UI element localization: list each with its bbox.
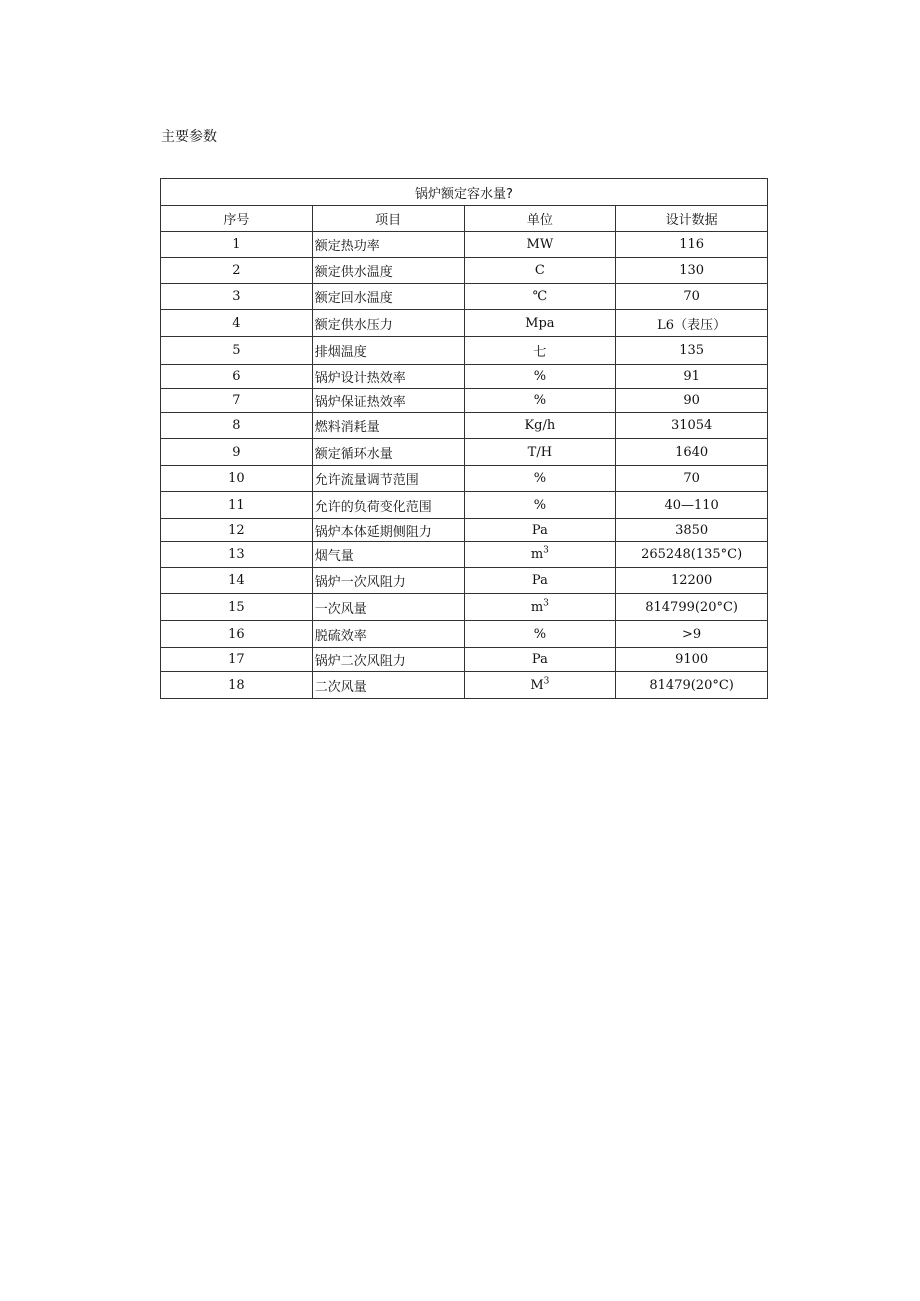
header-value: 设计数据 <box>616 206 768 232</box>
row-unit-text: m <box>530 599 544 615</box>
table-row <box>161 439 768 466</box>
row-value <box>616 413 768 439</box>
row-unit <box>464 519 616 542</box>
row-item-text: 额定回水温度 <box>314 291 393 306</box>
row-item <box>312 310 464 337</box>
row-item <box>312 672 464 699</box>
table-row <box>161 519 768 542</box>
row-number <box>161 232 313 258</box>
row-unit <box>464 258 616 284</box>
row-unit-text: Kg/h <box>524 418 556 433</box>
table-row <box>161 413 768 439</box>
header-no: 序号 <box>161 206 313 232</box>
row-value-text: 31054 <box>670 418 713 433</box>
row-unit <box>464 672 616 699</box>
row-number <box>161 284 313 310</box>
row-value-text: 12200 <box>670 573 713 588</box>
table-row <box>161 232 768 258</box>
table-row <box>161 648 768 672</box>
row-number <box>161 568 313 594</box>
row-value <box>616 648 768 672</box>
row-value <box>616 542 768 568</box>
row-item-text: 锅炉一次风阻力 <box>314 575 406 590</box>
row-value-text: L6（表压） <box>657 317 727 333</box>
row-item <box>312 621 464 648</box>
unit-superscript: 3 <box>543 545 549 556</box>
row-unit <box>464 542 616 568</box>
row-value <box>616 568 768 594</box>
row-unit-text: Pa <box>531 652 548 667</box>
row-unit-text: m <box>530 547 544 562</box>
row-value-text: >9 <box>682 626 702 642</box>
row-number <box>161 337 313 365</box>
row-value-text: 265248(135°C) <box>641 547 743 562</box>
row-item-text: 额定供水压力 <box>314 317 393 333</box>
row-unit-text: C <box>534 263 545 278</box>
row-item <box>312 466 464 492</box>
row-unit <box>464 492 616 519</box>
row-number-text: 4 <box>232 315 241 331</box>
row-value <box>616 594 768 621</box>
table-row <box>161 365 768 389</box>
row-unit-text: Mpa <box>525 315 555 331</box>
row-item-text: 额定热功率 <box>314 239 380 254</box>
row-number <box>161 413 313 439</box>
row-value-text: 135 <box>679 343 705 358</box>
row-value-text: 116 <box>679 237 705 252</box>
row-item <box>312 413 464 439</box>
row-number-text: 10 <box>228 471 245 486</box>
row-unit-text: 七 <box>533 345 547 360</box>
page-heading: 主要参数 <box>161 129 217 145</box>
row-unit <box>464 594 616 621</box>
header-unit: 单位 <box>464 206 616 232</box>
row-value-text: 814799(20°C) <box>645 599 738 615</box>
row-item-text: 烟气量 <box>314 549 354 564</box>
row-item-text: 额定循环水量 <box>314 446 393 462</box>
row-number-text: 9 <box>232 444 241 460</box>
row-unit-text: M <box>530 677 544 693</box>
row-value <box>616 258 768 284</box>
row-item <box>312 258 464 284</box>
row-unit <box>464 648 616 672</box>
table-caption-row <box>161 179 768 206</box>
row-unit-text: MW <box>526 237 554 252</box>
table-header-row <box>161 206 768 232</box>
row-number <box>161 439 313 466</box>
row-item <box>312 519 464 542</box>
row-value-text: 9100 <box>675 652 709 667</box>
row-item <box>312 365 464 389</box>
row-number-text: 6 <box>232 369 241 384</box>
table-row <box>161 672 768 699</box>
row-value-text: 130 <box>679 263 705 278</box>
row-value <box>616 337 768 365</box>
row-number-text: 3 <box>232 289 241 304</box>
table-row <box>161 258 768 284</box>
row-unit-text: Pa <box>531 522 548 538</box>
table-row <box>161 337 768 365</box>
row-value-text: 1640 <box>675 444 709 460</box>
row-item <box>312 568 464 594</box>
row-item-text: 排烟温度 <box>314 345 367 360</box>
row-number-text: 18 <box>228 677 245 693</box>
table-row <box>161 621 768 648</box>
row-unit-text: T/H <box>527 444 553 460</box>
row-number <box>161 466 313 492</box>
row-number-text: 2 <box>232 263 241 278</box>
row-unit-text: % <box>533 471 547 486</box>
row-unit <box>464 365 616 389</box>
row-number-text: 17 <box>228 652 245 667</box>
row-item <box>312 284 464 310</box>
row-number-text: 8 <box>232 418 241 433</box>
parameters-table <box>160 178 768 699</box>
row-value-text: 90 <box>683 393 700 408</box>
row-unit <box>464 337 616 365</box>
row-item-text: 允许流量调节范围 <box>314 473 419 488</box>
row-item-text: 脱硫效率 <box>314 628 367 644</box>
row-number-text: 11 <box>228 497 245 513</box>
row-number <box>161 389 313 413</box>
row-value <box>616 621 768 648</box>
row-unit-text: Pa <box>531 573 548 588</box>
row-unit <box>464 284 616 310</box>
row-unit <box>464 389 616 413</box>
table-row <box>161 389 768 413</box>
row-number <box>161 542 313 568</box>
row-item-text: 锅炉本体延期侧阻力 <box>314 524 432 540</box>
row-number <box>161 492 313 519</box>
row-item <box>312 389 464 413</box>
table-row <box>161 568 768 594</box>
row-number <box>161 310 313 337</box>
row-value-text: 70 <box>683 289 700 304</box>
row-value-text: 3850 <box>675 522 709 538</box>
row-item <box>312 492 464 519</box>
row-unit <box>464 413 616 439</box>
row-unit <box>464 310 616 337</box>
row-number-text: 14 <box>228 573 245 588</box>
row-value <box>616 284 768 310</box>
row-item <box>312 594 464 621</box>
row-unit <box>464 439 616 466</box>
table-row <box>161 492 768 519</box>
table-row <box>161 466 768 492</box>
table-caption: 锅炉额定容水量? <box>161 179 768 206</box>
row-unit <box>464 568 616 594</box>
row-number <box>161 594 313 621</box>
row-item-text: 锅炉保证热效率 <box>314 395 406 410</box>
row-value-text: 81479(20°C) <box>649 677 734 693</box>
row-number-text: 13 <box>228 547 245 562</box>
row-unit <box>464 466 616 492</box>
table-row <box>161 310 768 337</box>
header-item: 项目 <box>312 206 464 232</box>
row-unit-text: % <box>533 393 547 408</box>
row-number <box>161 365 313 389</box>
row-value <box>616 466 768 492</box>
row-number-text: 1 <box>232 237 241 252</box>
row-item <box>312 232 464 258</box>
row-value <box>616 492 768 519</box>
row-number-text: 5 <box>232 343 241 358</box>
row-value <box>616 439 768 466</box>
row-value <box>616 672 768 699</box>
row-unit <box>464 621 616 648</box>
row-item-text: 允许的负荷变化范围 <box>314 499 432 515</box>
row-number <box>161 258 313 284</box>
row-number <box>161 648 313 672</box>
row-value-text: 70 <box>683 471 700 486</box>
row-value <box>616 365 768 389</box>
row-unit-text: % <box>533 497 547 513</box>
row-item-text: 锅炉二次风阻力 <box>314 654 406 669</box>
row-item-text: 锅炉设计热效率 <box>314 371 406 386</box>
table-row <box>161 542 768 568</box>
row-item <box>312 542 464 568</box>
row-number-text: 7 <box>232 393 241 408</box>
row-value <box>616 519 768 542</box>
unit-superscript: 3 <box>543 598 549 609</box>
row-number <box>161 519 313 542</box>
row-value-text: 40—110 <box>664 497 719 513</box>
row-item-text: 燃料消耗量 <box>314 420 380 435</box>
row-value <box>616 310 768 337</box>
table-row <box>161 284 768 310</box>
row-value-text: 91 <box>683 369 700 384</box>
row-item-text: 二次风量 <box>314 679 367 695</box>
row-number-text: 12 <box>228 522 245 538</box>
row-value <box>616 389 768 413</box>
row-value <box>616 232 768 258</box>
row-item-text: 额定供水温度 <box>314 265 393 280</box>
row-number <box>161 672 313 699</box>
row-number-text: 16 <box>228 626 245 642</box>
row-item <box>312 648 464 672</box>
row-unit-text: % <box>533 626 547 642</box>
unit-superscript: 3 <box>543 676 550 687</box>
table-row <box>161 594 768 621</box>
row-item <box>312 439 464 466</box>
row-item-text: 一次风量 <box>314 601 367 617</box>
row-number <box>161 621 313 648</box>
row-unit <box>464 232 616 258</box>
row-number-text: 15 <box>228 599 245 615</box>
row-unit-text: ℃ <box>532 289 548 304</box>
row-unit-text: % <box>533 369 547 384</box>
row-item <box>312 337 464 365</box>
